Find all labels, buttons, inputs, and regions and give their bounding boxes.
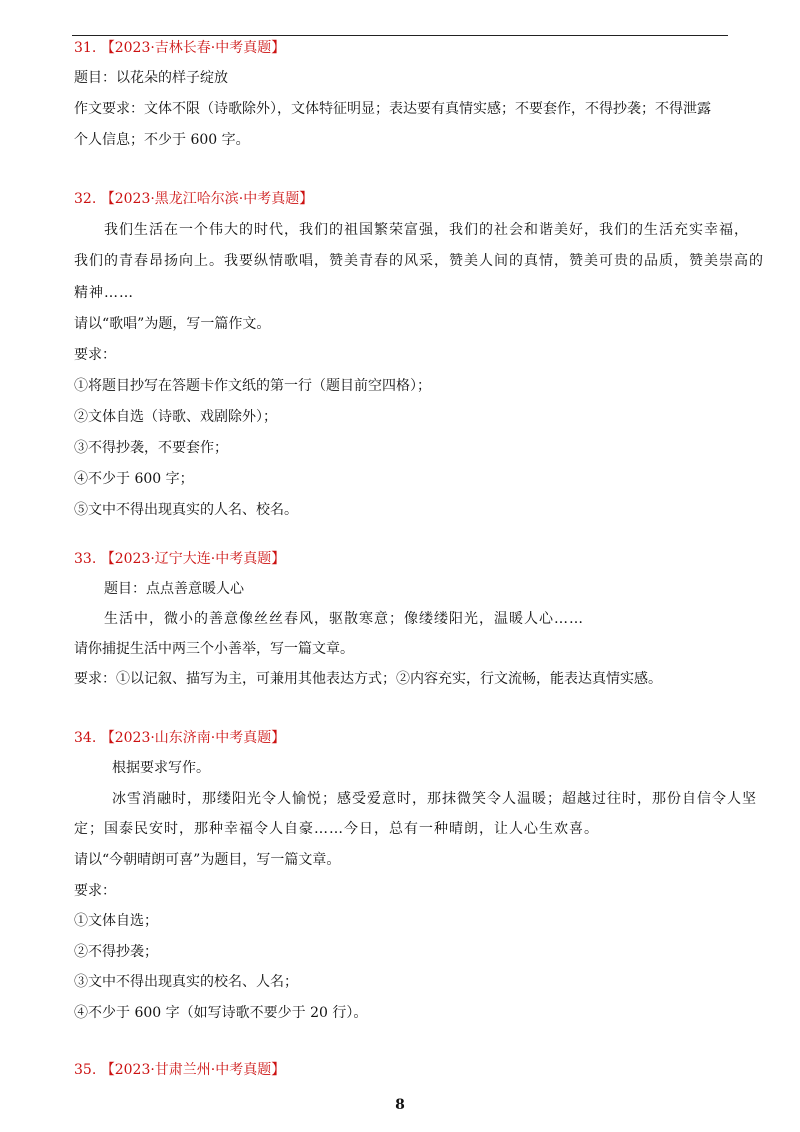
q32-requirements-label: 要求： xyxy=(74,347,116,363)
q31-requirement-line1: 作文要求：文体不限（诗歌除外），文体特征明显；表达要有真情实感；不要套作，不得抄袭；不得泄露 xyxy=(74,101,711,117)
q33-prompt: 请你捕捉生活中两三个小善举，写一篇文章。 xyxy=(74,641,354,657)
q34-requirement-3: ③文中不得出现真实的校名、人名； xyxy=(74,974,298,990)
q34-prompt: 请以“今朝晴朗可喜”为题目，写一篇文章。 xyxy=(74,852,341,868)
q34-intro: 根据要求写作。 xyxy=(112,760,210,776)
q33-passage: 生活中，微小的善意像丝丝春风，驱散寒意；像缕缕阳光，温暖人心…… xyxy=(104,611,584,627)
q34-heading xyxy=(74,729,285,747)
q33-requirements: 要求：①以记叙、描写为主，可兼用其他表达方式；②内容充实，行文流畅，能表达真情实感。 xyxy=(74,671,662,687)
q31-requirement-line2: 个人信息；不少于 600 字。 xyxy=(74,132,250,148)
q32-requirement-2: ②文体自选（诗歌、戏剧除外）； xyxy=(74,409,277,425)
q34-requirement-4: ④不少于 600 字（如写诗歌不要少于 20 行）。 xyxy=(74,1005,368,1021)
q35-number: 35. xyxy=(74,1062,97,1078)
q33-heading xyxy=(74,550,285,568)
q31-number: 31. xyxy=(74,40,97,56)
q32-requirement-5: ⑤文中不得出现真实的人名、校名。 xyxy=(74,502,298,518)
q32-requirement-4: ④不少于 600 字； xyxy=(74,471,194,487)
q31-tag: 【2023·吉林长春·中考真题】 xyxy=(100,40,286,56)
q32-number: 32. xyxy=(74,191,97,207)
q32-heading xyxy=(74,190,313,208)
q34-passage-line1: 冰雪消融时，那缕阳光令人愉悦；感受爱意时，那抹微笑令人温暖；超越过往时，那份自信令人坚 xyxy=(112,791,757,807)
q33-number: 33. xyxy=(74,551,97,567)
q35-heading xyxy=(74,1061,285,1079)
page-number: 8 xyxy=(395,1097,405,1113)
q32-requirement-3: ③不得抄袭，不要套作； xyxy=(74,440,228,456)
q32-requirement-1: ①将题目抄写在答题卡作文纸的第一行（题目前空四格）； xyxy=(74,378,431,394)
q34-passage-line2: 定；国泰民安时，那种幸福令人自豪……今日，总有一种晴朗，让人心生欢喜。 xyxy=(74,821,599,837)
q35-tag: 【2023·甘肃兰州·中考真题】 xyxy=(100,1062,286,1078)
q33-tag: 【2023·辽宁大连·中考真题】 xyxy=(100,551,286,567)
q34-tag: 【2023·山东济南·中考真题】 xyxy=(100,730,286,746)
header-rule xyxy=(72,35,728,36)
q32-passage-line2: 我们的青春昂扬向上。我要纵情歌唱，赞美青春的风采，赞美人间的真情，赞美可贵的品质，赞美崇高的 xyxy=(74,253,764,269)
q34-requirements-label: 要求： xyxy=(74,883,116,899)
q31-title: 题目：以花朵的样子绽放 xyxy=(74,70,228,86)
q33-title: 题目：点点善意暖人心 xyxy=(104,581,244,597)
q32-prompt: 请以“歌唱”为题，写一篇作文。 xyxy=(74,316,271,332)
q31-heading xyxy=(74,39,285,57)
q34-requirement-2: ②不得抄袭； xyxy=(74,944,158,960)
q34-number: 34. xyxy=(74,730,97,746)
q32-passage-line3: 精神…… xyxy=(74,285,134,301)
q32-passage-line1: 我们生活在一个伟大的时代，我们的祖国繁荣富强，我们的社会和谐美好，我们的生活充实幸福， xyxy=(104,222,749,238)
q34-requirement-1: ①文体自选； xyxy=(74,913,158,929)
q32-tag: 【2023·黑龙江哈尔滨·中考真题】 xyxy=(100,191,314,207)
